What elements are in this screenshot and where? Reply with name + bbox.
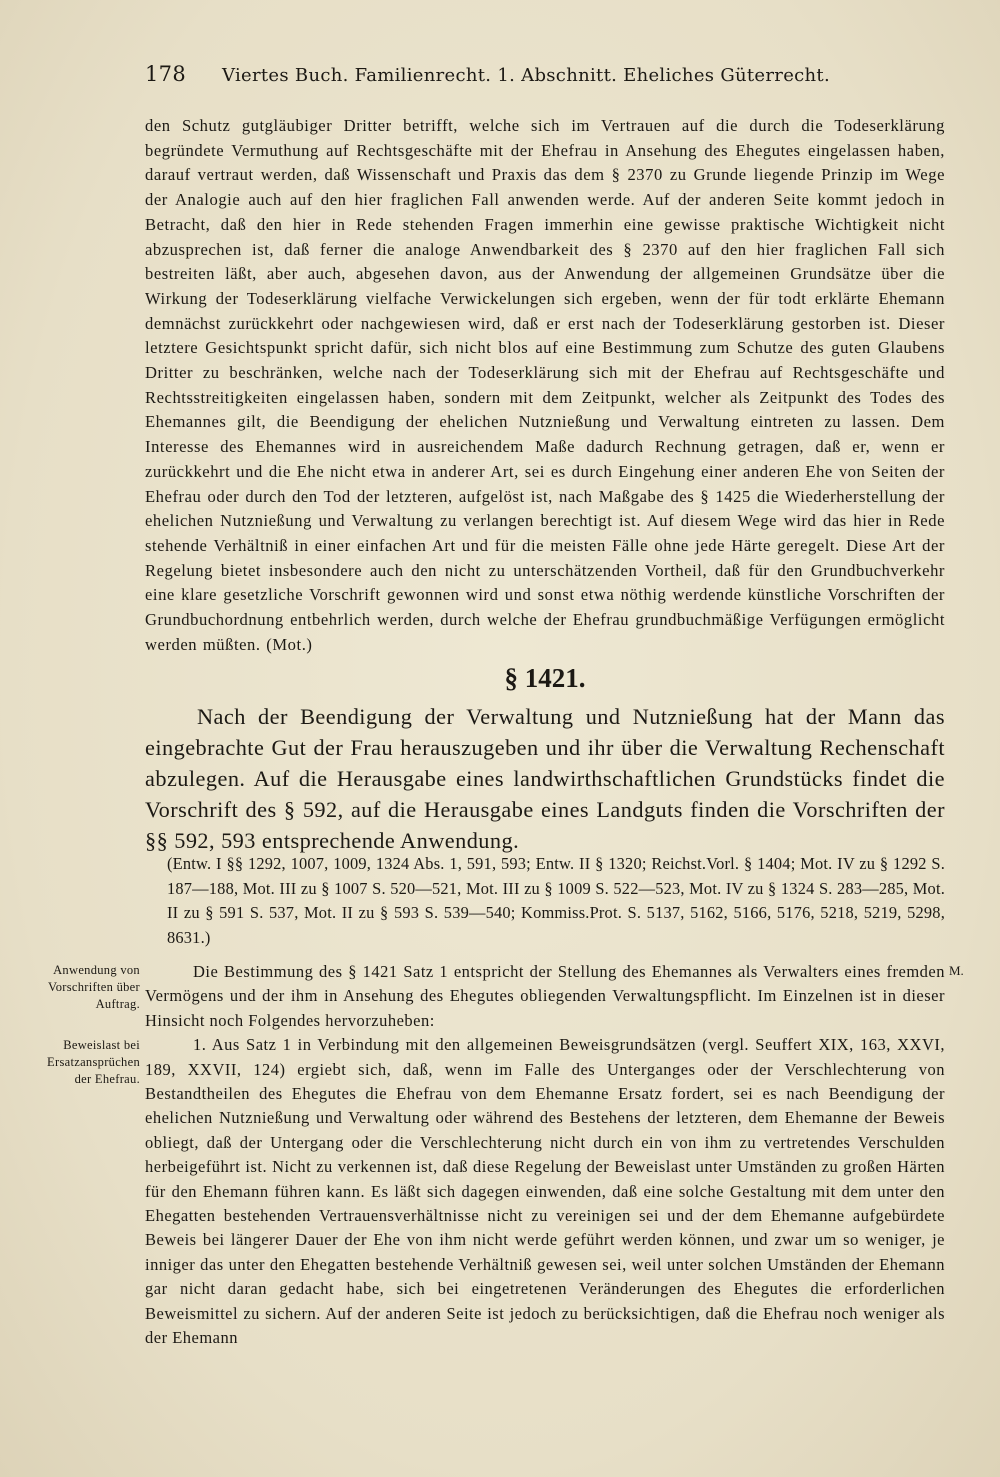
running-title: Viertes Buch. Familienrecht. 1. Abschnitt. Eheliches Güterrecht. — [221, 65, 830, 86]
margin-note-beweislast: Beweislast bei Ersatzansprüchen der Ehefrau. — [47, 1038, 140, 1086]
commentary-paragraph: Die Bestimmung des § 1421 Satz 1 entspricht der Stellung des Ehemannes als Verwalters eines fremden Vermögens und der ihm in Ansehung des Ehegutes obliegenden Verwaltungspflicht. Im Einzelnen ist in dieser Hinsicht noch Folgendes hervorzuheben: — [145, 962, 945, 1030]
statute-text: Nach der Beendigung der Verwaltung und Nutznießung hat der Mann das eingebrachte Gut der Frau herauszugeben und ihr über die Verwaltung Rechenschaft abzulegen. Auf die Herausgabe eines landwirthschaftlichen Grundstücks findet die Vorschrift des § 592, auf die Herausgabe eines Landguts finden die Vorschriften der §§ 592, 593 entsprechende Anwendung. — [145, 704, 945, 853]
commentary-paragraph: 1. Aus Satz 1 in Verbindung mit den allgemeinen Beweisgrundsätzen (vergl. Seuffert XIX, 163, XXVI, 189, XXVII, 124) ergiebt sich, daß, wenn im Falle des Unterganges oder der Verschlechterung von Bestandtheilen des Ehegutes die Ehefrau von dem Ehemanne Ersatz fordert, sei es nach Beendigung der ehelichen Nutznießung und Verwaltung oder während des Bestehens der letzteren, dem Ehemanne der Beweis obliegt, daß der Untergang oder die Verschlechterung nicht durch ein von ihm zu vertretendes Verschulden herbeigeführt ist. Nicht zu verkennen ist, daß diese Regelung der Beweislast unter Umständen zu großen Härten für den Ehemann führen kann. Es läßt sich dagegen einwenden, daß eine solche Gestaltung mit dem unter den Ehegatten bestehenden Vertrauensverhältnisse nicht zu vereinigen sei und der dem Ehemanne aufgebürdete Beweis bei längerer Dauer der Ehe von ihm nicht werde geführt werden können, und zwar um so weniger, je inniger das unter den Ehegatten bestehende Verhältniß gewesen sei, weil unter solchen Umständen der Ehemann gar nicht daran gedacht habe, sich bei eingetretenen Veränderungen des Ehegutes die erforderlichen Beweismittel zu sichern. Auf der anderen Seite ist jedoch zu berücksichtigen, daß die Ehefrau noch weniger als der Ehemann — [145, 1035, 945, 1348]
running-head — [145, 62, 945, 86]
margin-note-auftrag: Anwendung von Vorschriften über Auftrag. — [48, 963, 140, 1011]
motive-paragraph: den Schutz gutgläubiger Dritter betrifft, welche sich im Vertrauen auf die durch die Todeserklärung begründete Vermuthung auf Rechtsgeschäfte mit der Ehefrau in Ansehung des Ehegutes eingelassen haben, darauf vertraut werden, daß Wissenschaft und Praxis das dem § 2370 zu Grunde liegende Prinzip im Wege der Analogie auch auf den hier fraglichen Fall anwenden werde. Auf der anderen Seite kommt jedoch in Betracht, daß den hier in Rede stehenden Fragen immerhin eine gewisse praktische Wichtigkeit nicht abzusprechen ist, daß ferner die analoge Anwendbarkeit des § 2370 auf den hier fraglichen Fall sich bestreiten läßt, aber auch, abgesehen davon, aus der Anwendung der allgemeinen Grundsätze über die Wirkung der Todeserklärung vielfache Verwickelungen sich ergeben, wenn der für todt erklärte Ehemann demnächst zurückkehrt oder nachgewiesen wird, daß er erst nach der Todeserklärung gestorben ist. Dieser letztere Gesichtspunkt spricht dafür, sich nicht blos auf eine Bestimmung zum Schutze des guten Glaubens Dritter zu beschränken, welche nach der Todeserklärung sich mit der Ehefrau auf Rechtsgeschäfte und Rechtsstreitigkeiten eingelassen haben, sondern mit dem Zeitpunkt, welcher als Zeitpunkt des Todes des Ehemannes gilt, die Beendigung der ehelichen Nutznießung und Verwaltung eintreten zu lassen. Dem Interesse des Ehemannes wird in ausreichendem Maße dadurch Rechnung getragen, daß er, wenn er zurückkehrt und die Ehe nicht etwa in anderer Art, sei es durch Eingehung einer anderen Ehe von Seiten der Ehefrau oder durch den Tod der letzteren, aufgelöst ist, nach Maßgabe des § 1425 die Wiederherstellung der ehelichen Nutznießung und Verwaltung zu verlangen berechtigt ist. Auf diesem Wege wird das hier in Rede stehende Verhältniß in einer einfachen Art und für die meisten Fälle ohne jede Härte geregelt. Diese Art der Regelung bietet insbesondere auch den nicht zu unterschätzenden Vortheil, daß für den Grundbuchverkehr eine klare gesetzliche Vorschrift gewonnen wird und sonst etwa nöthig werdende künstliche Vorschriften der Grundbuchordnung entbehrlich werden, durch welche der Ehefrau grundbuchmäßige Verfügungen ermöglicht werden müßten. (Mot.) — [145, 116, 945, 654]
section-number: § 1421. — [504, 663, 586, 693]
edge-mark: M. — [949, 963, 964, 978]
page-number: 178 — [145, 62, 186, 86]
statute-references: (Entw. I §§ 1292, 1007, 1009, 1324 Abs. 1, 591, 593; Entw. II § 1320; Reichst.Vorl. § 1404; Mot. IV zu § 1292 S. 187—188, Mot. III zu § 1007 S. 520—521, Mot. III zu § 1009 S. 522—523, Mot. IV zu § 1324 S. 283—285, Mot. II zu § 591 S. 537, Mot. II zu § 593 S. 539—540; Kommiss.Prot. S. 5137, 5162, 5166, 5176, 5218, 5219, 5298, 8631.) — [167, 854, 945, 948]
commentary — [145, 960, 945, 1351]
